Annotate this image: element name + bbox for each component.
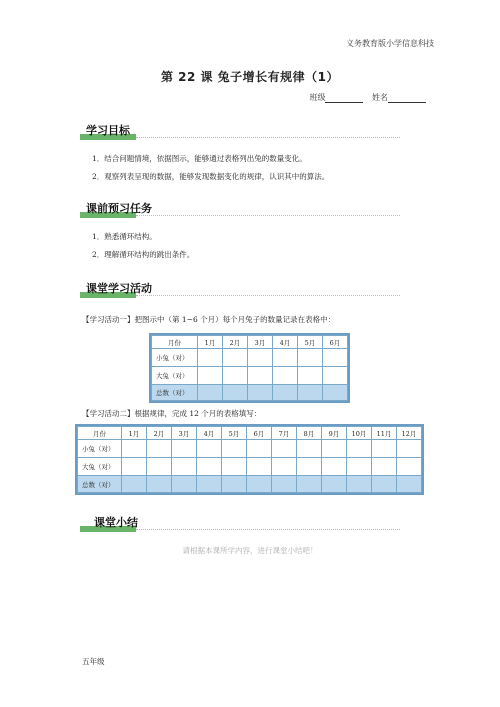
grade-footer: 五年级 <box>82 657 105 666</box>
table-activity-two <box>77 426 422 493</box>
section-title: 课前预习任务 <box>86 202 152 215</box>
header-cell: 4月 <box>197 427 222 440</box>
blank-cell[interactable] <box>397 440 422 458</box>
section-title: 课堂学习活动 <box>86 282 152 295</box>
blank-cell[interactable] <box>172 440 197 458</box>
row-header: 总数（对） <box>152 385 198 401</box>
blank-cell[interactable] <box>272 458 297 476</box>
blank-cell[interactable] <box>298 367 323 385</box>
row-header: 大兔（对） <box>78 458 122 476</box>
blank-cell[interactable] <box>372 440 397 458</box>
blank-cell[interactable] <box>297 440 322 458</box>
section-goals-heading <box>80 120 400 142</box>
student-info-line <box>309 92 426 103</box>
table-row <box>152 349 348 367</box>
blank-cell[interactable] <box>222 440 247 458</box>
preview-item: 2．理解循环结构的跳出条件。 <box>92 250 195 259</box>
goal-item: 2．观察列表呈现的数据，能够发现数据变化的规律，认识其中的算法。 <box>92 172 330 181</box>
blank-cell[interactable] <box>347 476 372 493</box>
blank-cell[interactable] <box>122 476 147 493</box>
blank-cell[interactable] <box>397 458 422 476</box>
dotted-divider <box>136 215 400 216</box>
blank-cell[interactable] <box>122 440 147 458</box>
blank-cell[interactable] <box>147 476 172 493</box>
blank-cell[interactable] <box>322 440 347 458</box>
row-header: 大兔（对） <box>152 367 198 385</box>
table-row-total <box>78 476 422 493</box>
blank-cell[interactable] <box>297 476 322 493</box>
blank-cell[interactable] <box>198 367 223 385</box>
header-cell: 9月 <box>322 427 347 440</box>
summary-prompt: 请根据本课所学内容，进行课堂小结吧！ <box>182 546 318 555</box>
section-summary-heading <box>80 512 400 534</box>
blank-cell[interactable] <box>347 440 372 458</box>
header-cell: 月份 <box>152 336 198 349</box>
blank-cell[interactable] <box>248 385 273 401</box>
row-header: 小兔（对） <box>78 440 122 458</box>
header-cell: 11月 <box>372 427 397 440</box>
blank-cell[interactable] <box>223 349 248 367</box>
activity-one-instruction: 【学习活动一】把图示中（第 1~6 个月）每个月兔子的数量记录在表格中： <box>82 315 336 324</box>
blank-cell[interactable] <box>272 476 297 493</box>
table-row <box>78 440 422 458</box>
blank-cell[interactable] <box>323 349 348 367</box>
header-cell: 3月 <box>172 427 197 440</box>
blank-cell[interactable] <box>222 458 247 476</box>
dotted-divider <box>136 295 400 296</box>
blank-cell[interactable] <box>322 458 347 476</box>
lesson-title: 第 22 课 兔子增长有规律（1） <box>160 70 340 84</box>
name-label: 姓名 <box>372 93 388 102</box>
header-cell: 5月 <box>298 336 323 349</box>
blank-cell[interactable] <box>248 349 273 367</box>
header-cell: 2月 <box>223 336 248 349</box>
blank-cell[interactable] <box>273 385 298 401</box>
class-field[interactable] <box>325 93 363 103</box>
blank-cell[interactable] <box>197 458 222 476</box>
table-header-row <box>78 427 422 440</box>
header-cell: 8月 <box>297 427 322 440</box>
blank-cell[interactable] <box>397 476 422 493</box>
table-row <box>152 367 348 385</box>
header-cell: 6月 <box>247 427 272 440</box>
header-cell: 1月 <box>122 427 147 440</box>
publisher-header: 义务教育版小学信息科技 <box>346 39 434 48</box>
dotted-divider <box>136 137 400 138</box>
blank-cell[interactable] <box>323 367 348 385</box>
header-cell: 7月 <box>272 427 297 440</box>
table-activity-one <box>151 335 348 401</box>
blank-cell[interactable] <box>172 458 197 476</box>
header-cell: 3月 <box>248 336 273 349</box>
table-row-total <box>152 385 348 401</box>
blank-cell[interactable] <box>222 476 247 493</box>
blank-cell[interactable] <box>272 440 297 458</box>
blank-cell[interactable] <box>147 458 172 476</box>
blank-cell[interactable] <box>372 476 397 493</box>
blank-cell[interactable] <box>122 458 147 476</box>
activity-two-instruction: 【学习活动二】根据规律，完成 12 个月的表格填写： <box>82 409 262 418</box>
header-cell: 2月 <box>147 427 172 440</box>
header-cell: 1月 <box>198 336 223 349</box>
section-activity-heading <box>80 278 400 300</box>
blank-cell[interactable] <box>247 476 272 493</box>
preview-item: 1．熟悉循环结构。 <box>92 232 157 241</box>
blank-cell[interactable] <box>247 458 272 476</box>
blank-cell[interactable] <box>323 385 348 401</box>
header-cell: 5月 <box>222 427 247 440</box>
dotted-divider <box>136 529 400 530</box>
blank-cell[interactable] <box>248 367 273 385</box>
header-cell: 4月 <box>273 336 298 349</box>
header-cell: 月份 <box>78 427 122 440</box>
section-title: 课堂小结 <box>94 516 138 529</box>
blank-cell[interactable] <box>273 367 298 385</box>
blank-cell[interactable] <box>198 385 223 401</box>
blank-cell[interactable] <box>198 349 223 367</box>
header-cell: 12月 <box>397 427 422 440</box>
header-cell: 10月 <box>347 427 372 440</box>
blank-cell[interactable] <box>273 349 298 367</box>
blank-cell[interactable] <box>197 476 222 493</box>
goal-item: 1．结合问题情境，依据图示，能够通过表格列出兔的数量变化。 <box>92 154 307 163</box>
table-row <box>78 458 422 476</box>
blank-cell[interactable] <box>372 458 397 476</box>
header-cell: 6月 <box>323 336 348 349</box>
blank-cell[interactable] <box>347 458 372 476</box>
blank-cell[interactable] <box>298 385 323 401</box>
class-label: 班级 <box>309 93 326 102</box>
table-header-row <box>152 336 348 349</box>
blank-cell[interactable] <box>147 440 172 458</box>
section-title: 学习目标 <box>86 124 130 137</box>
row-header: 总数（对） <box>78 476 122 493</box>
blank-cell[interactable] <box>297 458 322 476</box>
blank-cell[interactable] <box>172 476 197 493</box>
name-field[interactable] <box>388 93 426 103</box>
blank-cell[interactable] <box>322 476 347 493</box>
blank-cell[interactable] <box>197 440 222 458</box>
blank-cell[interactable] <box>223 367 248 385</box>
section-preview-heading <box>80 198 400 220</box>
blank-cell[interactable] <box>223 385 248 401</box>
blank-cell[interactable] <box>298 349 323 367</box>
row-header: 小兔（对） <box>152 349 198 367</box>
blank-cell[interactable] <box>247 440 272 458</box>
